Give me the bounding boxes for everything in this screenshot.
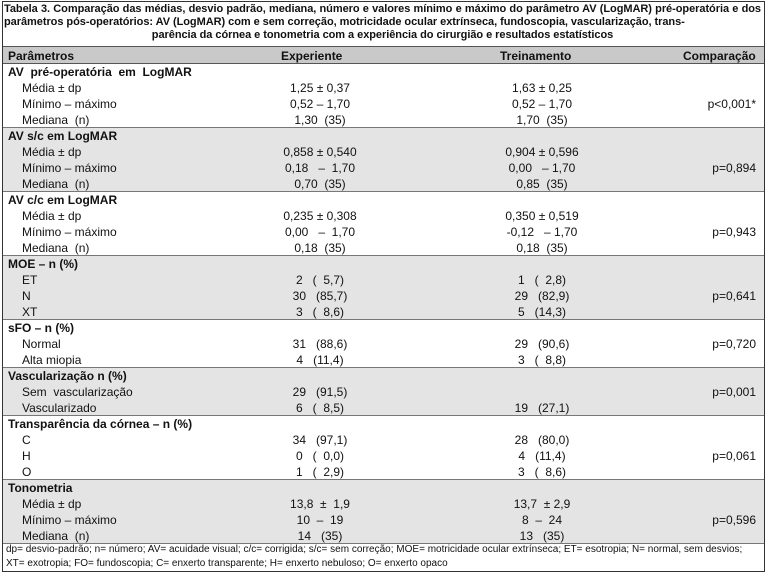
cell-experiente: 14 (35) <box>297 529 343 543</box>
table-row <box>3 208 764 224</box>
table-row <box>3 144 764 160</box>
row-label: Vascularizado <box>22 401 97 415</box>
row-label: Normal <box>22 337 61 351</box>
caption-line-2: e dos parâmetros pós-operatórios: AV (LogMAR) com e sem correção, motricidade ocular extrínseca, fundoscopia, vascularização, trans- <box>4 3 761 28</box>
row-label: Sem vascularização <box>22 385 133 399</box>
caption-line-3: parência da córnea e tonometria com a experiência do cirurgião e resultados estatísticos <box>151 29 614 41</box>
cell-experiente: 13,8 ± 1,9 <box>290 497 350 511</box>
cell-comparacao: p=0,894 <box>712 161 756 175</box>
table-row <box>3 512 764 528</box>
row-label: Média ± dp <box>22 497 82 511</box>
section-title: AV pré-operatória em LogMAR <box>8 65 192 79</box>
cell-experiente: 29 (91,5) <box>292 385 348 399</box>
footnote-line-1: dp= desvio-padrão; n= número; AV= acuidade visual; c/c= corrigida; s/c= sem correção; MOE= motricidade ocular extrínseca; ET= esotropia; N= normal, sem desvios; <box>6 544 743 555</box>
row-label: Mediana (n) <box>22 241 90 255</box>
row-label: Média ± dp <box>22 81 82 95</box>
section-3 <box>3 256 764 320</box>
cell-treinamento: 29 (82,9) <box>514 289 570 303</box>
cell-experiente: 0,00 – 1,70 <box>284 225 356 239</box>
cell-experiente: 0,18 (35) <box>294 241 346 255</box>
header-treinamento: Treinamento <box>500 49 572 63</box>
cell-comparacao: p<0,001* <box>707 97 756 111</box>
table-row <box>3 528 764 544</box>
row-label: Média ± dp <box>22 145 82 159</box>
footnote-line-2: XT= exotropia; FO= fundoscopia; C= enxerto transparente; H= enxerto nebuloso; O= enxerto opaco <box>6 558 448 569</box>
cell-experiente: 6 ( 8,5) <box>295 401 345 415</box>
cell-comparacao: p=0,061 <box>712 449 756 463</box>
cell-treinamento: 1,70 (35) <box>516 113 568 127</box>
row-label: N <box>22 289 31 303</box>
row-label: Mediana (n) <box>22 529 90 543</box>
row-label: Mínimo – máximo <box>22 225 117 239</box>
cell-experiente: 1 ( 2,9) <box>295 465 345 479</box>
cell-treinamento: 3 ( 8,8) <box>517 353 567 367</box>
cell-experiente: 3 ( 8,6) <box>295 305 345 319</box>
cell-treinamento: 5 (14,3) <box>517 305 567 319</box>
cell-experiente: 30 (85,7) <box>292 289 348 303</box>
row-label: Mínimo – máximo <box>22 513 117 527</box>
header-experiente: Experiente <box>281 49 343 63</box>
header-comparacao: Comparação <box>683 49 756 63</box>
cell-comparacao: p=0,641 <box>712 289 756 303</box>
cell-experiente: 1,25 ± 0,37 <box>290 81 350 95</box>
table-row <box>3 496 764 512</box>
table-caption <box>4 3 761 42</box>
cell-experiente: 4 (11,4) <box>296 353 344 367</box>
cell-experiente: 0 ( 0,0) <box>295 449 345 463</box>
table-row <box>3 400 764 416</box>
cell-treinamento: 0,85 (35) <box>516 177 568 191</box>
cell-treinamento: 0,52 – 1,70 <box>511 97 573 111</box>
row-label: O <box>22 465 32 479</box>
table-row <box>3 224 764 240</box>
table-row <box>3 464 764 480</box>
cell-treinamento: -0,12 – 1,70 <box>506 225 578 239</box>
row-label: Mediana (n) <box>22 177 90 191</box>
table-row <box>3 288 764 304</box>
section-title: AV c/c em LogMAR <box>8 193 118 207</box>
cell-treinamento: 13,7 ± 2,9 <box>513 497 571 511</box>
table-row <box>3 240 764 256</box>
section-title: Vascularização n (%) <box>8 369 127 383</box>
cell-comparacao: p=0,596 <box>712 513 756 527</box>
cell-experiente: 1,30 (35) <box>294 113 346 127</box>
cell-treinamento: 1 ( 2,8) <box>517 273 567 287</box>
cell-experiente: 10 – 19 <box>296 513 344 527</box>
row-label: Média ± dp <box>22 209 82 223</box>
cell-treinamento: 3 ( 8,6) <box>517 465 567 479</box>
cell-treinamento: 0,904 ± 0,596 <box>505 145 579 159</box>
cell-experiente: 34 (97,1) <box>292 433 348 447</box>
row-label: ET <box>22 273 38 287</box>
section-5 <box>3 368 764 416</box>
cell-experiente: 0,52 – 1,70 <box>289 97 351 111</box>
cell-treinamento: 4 (11,4) <box>518 449 566 463</box>
section-title: MOE – n (%) <box>8 257 79 271</box>
table-row <box>3 112 764 128</box>
cell-experiente: 31 (88,6) <box>292 337 348 351</box>
row-label: H <box>22 449 31 463</box>
caption-line-1: Tabela 3. Comparação das médias, desvio padrão, mediana, número e valores mínimo e máximo do parâmetro AV (LogMAR) pré-operatória <box>4 3 730 15</box>
section-title: Tonometria <box>8 481 73 495</box>
section-6 <box>3 416 764 480</box>
cell-experiente: 0,18 – 1,70 <box>284 161 356 175</box>
section-title: sFO – n (%) <box>8 321 75 335</box>
header-parametros: Parâmetros <box>8 49 75 63</box>
row-label: Alta miopia <box>22 353 82 367</box>
cell-experiente: 2 ( 5,7) <box>295 273 345 287</box>
table-row <box>3 80 764 96</box>
section-2 <box>3 192 764 256</box>
row-label: C <box>22 433 31 447</box>
table-row <box>3 384 764 400</box>
table-footnote <box>6 543 762 571</box>
table-row <box>3 160 764 176</box>
cell-treinamento: 0,350 ± 0,519 <box>505 209 579 223</box>
section-4 <box>3 320 764 368</box>
section-7 <box>3 480 764 544</box>
table-row <box>3 352 764 368</box>
cell-treinamento: 13 (35) <box>519 529 565 543</box>
row-label: Mínimo – máximo <box>22 97 117 111</box>
table-row <box>3 448 764 464</box>
table-row <box>3 336 764 352</box>
cell-treinamento: 0,00 – 1,70 <box>508 161 576 175</box>
table-row <box>3 272 764 288</box>
section-title: AV s/c em LogMAR <box>8 129 118 143</box>
cell-treinamento: 0,18 (35) <box>516 241 568 255</box>
table-row <box>3 304 764 320</box>
cell-treinamento: 29 (90,6) <box>514 337 570 351</box>
section-title: Transparência da córnea – n (%) <box>8 417 193 431</box>
cell-experiente: 0,235 ± 0,308 <box>283 209 357 223</box>
cell-experiente: 0,70 (35) <box>294 177 346 191</box>
cell-experiente: 0,858 ± 0,540 <box>283 145 357 159</box>
cell-comparacao: p=0,720 <box>712 337 756 351</box>
row-label: Mínimo – máximo <box>22 161 117 175</box>
table-header <box>3 46 764 64</box>
cell-comparacao: p=0,001 <box>712 385 756 399</box>
section-1 <box>3 128 764 192</box>
row-label: Mediana (n) <box>22 113 90 127</box>
cell-treinamento: 19 (27,1) <box>514 401 570 415</box>
row-label: XT <box>22 305 38 319</box>
cell-treinamento: 8 – 24 <box>521 513 563 527</box>
cell-treinamento: 28 (80,0) <box>514 433 570 447</box>
cell-comparacao: p=0,943 <box>712 225 756 239</box>
table-row <box>3 96 764 112</box>
table-row <box>3 432 764 448</box>
section-0 <box>3 64 764 128</box>
cell-treinamento: 1,63 ± 0,25 <box>512 81 572 95</box>
table-row <box>3 176 764 192</box>
